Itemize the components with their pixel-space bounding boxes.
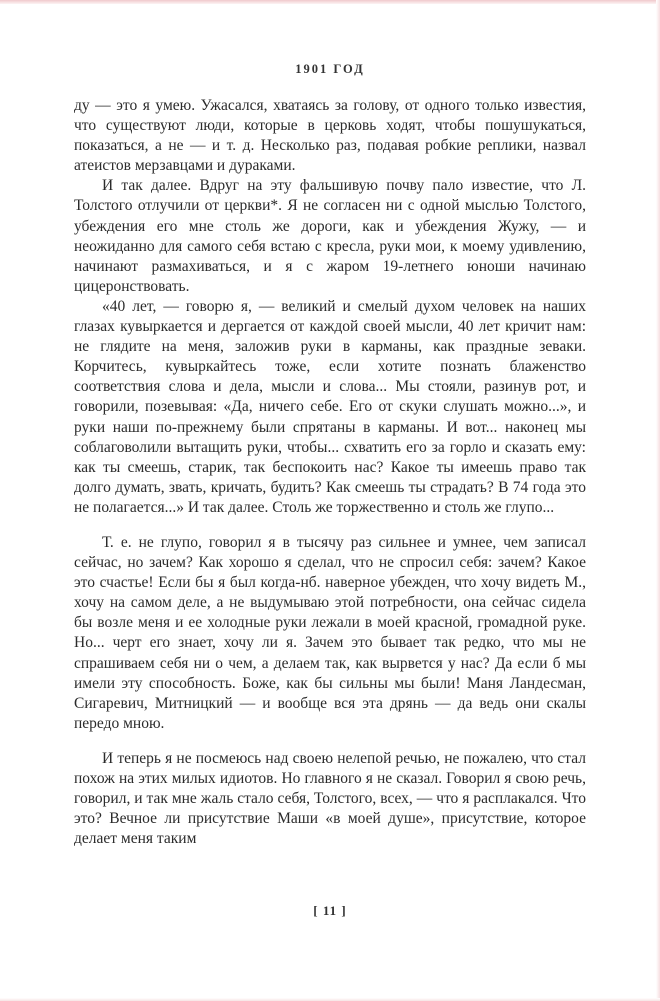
- paragraph: «40 лет, — говорю я, — великий и смелый духом человек на наших глазах кувыркается и дергается от каждой своей мысли, 40 лет кричит нам: не глядите на меня, заложив руки в карманы, как праздные зеваки. Корчитесь, кувыркайтесь тоже, если хотите познать блаженство соответствия слова и дела, мысли и слова... Мы стояли, разинув рот, и говорили, позевывая: «Да, ничего себе. Его от скуки слушать можно...», и руки наши по-прежнему были спрятаны в карманы. И вот... наконец мы соблаговолили вытащить руки, чтобы... схватить его за горло и сказать ему: как ты смеешь, старик, так беспокоить нас? Какое ты имеешь право так долго думать, звать, кричать, будить? Как смеешь ты страдать? В 74 года это не полагается...» И так далее. Столь же торжественно и столь же глупо...: [74, 297, 586, 516]
- paragraph: И теперь я не посмеюсь над своею нелепой речью, не пожалею, что стал похож на этих милых идиотов. Но главного я не сказал. Говорил я свою речь, говорил, и так мне жаль стало себя, Толстого, всех, — что я расплакался. Что это? Вечное ли присутствие Маши «в моей душе», присутствие, которое делает меня таким: [74, 749, 586, 848]
- page-body: [74, 96, 586, 849]
- page-number: [ 11 ]: [313, 903, 347, 918]
- running-header: 1901 ГОД: [295, 62, 365, 76]
- paragraph: Т. е. не глупо, говорил я в тысячу раз сильнее и умнее, чем записал сейчас, но зачем? Как хорошо я сделал, что не спросил себя: зачем? Какое это счастье! Если бы я был когда-нб. наверное убежден, что хочу видеть М., хочу на самом деле, а не выдумываю этой потребности, она сейчас сидела бы возле меня и ее холодные руки лежали в моей красной, громадной руке. Но... черт его знает, хочу ли я. Зачем это бывает так редко, что мы не спрашиваем себя ни о чем, а делаем так, как вырвется у нас? Да если б мы имели эту способность. Боже, как бы сильны мы были! Маня Ландесман, Сигаревич, Митницкий — и вообще вся эта дрянь — да ведь они скалы передо мною.: [74, 533, 586, 732]
- page-edge-right: [656, 0, 660, 1001]
- paragraph-continuation: ду — это я умею. Ужасался, хватаясь за голову, от одного только известия, что существуют люди, которые в церковь ходят, чтобы пошушукаться, показаться, а не — и т. д. Несколько раз, подавая робкие реплики, назвал атеистов мерзавцами и дураками.: [74, 97, 586, 175]
- page-edge-top: [0, 0, 660, 4]
- paragraph: И так далее. Вдруг на эту фальшивую почву пало известие, что Л. Толстого отлучили от церкви*. Я не согласен ни с одной мыслью Толстого, убеждения его мне столь же дороги, как и убеждения Жужу, — и неожиданно для самого себя встаю с кресла, руки мои, к моему удивлению, начинают размахиваться, и я с жаром 19-летнего юноши начинаю цицеронствовать.: [74, 177, 586, 295]
